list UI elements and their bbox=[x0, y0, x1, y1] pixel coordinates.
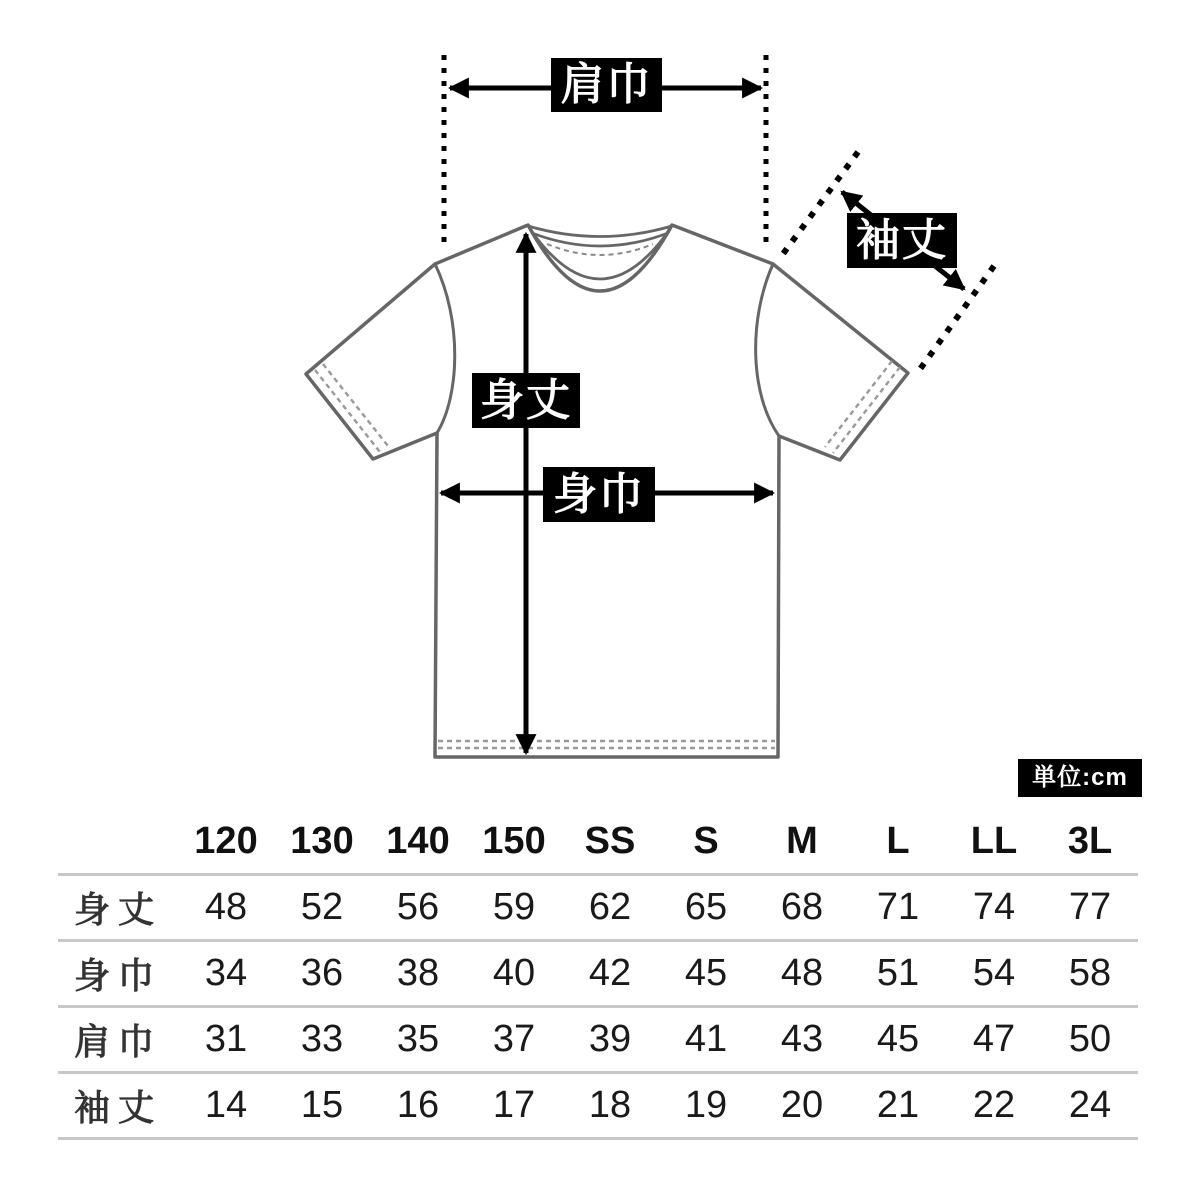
size-value-cell: 71 bbox=[876, 886, 920, 928]
column-header: 120 bbox=[178, 810, 274, 875]
corner-cell bbox=[58, 810, 178, 875]
size-value-cell: 45 bbox=[684, 952, 728, 994]
size-value-cell: 17 bbox=[492, 1084, 536, 1126]
size-value-cell: 34 bbox=[204, 952, 248, 994]
size-value-cell: 21 bbox=[876, 1084, 920, 1126]
size-value-cell: 68 bbox=[780, 886, 824, 928]
size-value-cell: 56 bbox=[396, 886, 440, 928]
size-table-header-row bbox=[58, 810, 1138, 875]
size-value-cell: 19 bbox=[684, 1084, 728, 1126]
body-width-label: 身巾 bbox=[543, 467, 655, 522]
size-value-cell: 74 bbox=[972, 886, 1016, 928]
row-label: 身丈 bbox=[73, 889, 162, 930]
size-value-cell: 59 bbox=[492, 886, 536, 928]
size-value-cell: 50 bbox=[1068, 1018, 1112, 1060]
size-value-cell: 45 bbox=[876, 1018, 920, 1060]
size-value-cell: 58 bbox=[1068, 952, 1112, 994]
column-header: M bbox=[754, 810, 850, 875]
size-value-cell: 48 bbox=[780, 952, 824, 994]
row-label: 身巾 bbox=[73, 955, 162, 996]
table-row bbox=[58, 1073, 1138, 1139]
size-table-head bbox=[58, 810, 1138, 875]
size-value-cell: 51 bbox=[876, 952, 920, 994]
size-value-cell: 15 bbox=[300, 1084, 344, 1126]
collar-back-top bbox=[528, 226, 672, 237]
size-value-cell: 20 bbox=[780, 1084, 824, 1126]
size-value-cell: 54 bbox=[972, 952, 1016, 994]
column-header: 3L bbox=[1042, 810, 1138, 875]
table-row bbox=[58, 875, 1138, 941]
table-row bbox=[58, 941, 1138, 1007]
size-value-cell: 16 bbox=[396, 1084, 440, 1126]
column-header: L bbox=[850, 810, 946, 875]
size-table-body bbox=[58, 875, 1138, 1139]
size-table bbox=[58, 810, 1138, 1140]
size-value-cell: 47 bbox=[972, 1018, 1016, 1060]
sleeve-length-label: 袖丈 bbox=[847, 213, 957, 268]
size-value-cell: 52 bbox=[300, 886, 344, 928]
column-header: LL bbox=[946, 810, 1042, 875]
size-value-cell: 24 bbox=[1068, 1084, 1112, 1126]
size-value-cell: 39 bbox=[588, 1018, 632, 1060]
collar-back-bottom bbox=[532, 233, 668, 246]
size-value-cell: 22 bbox=[972, 1084, 1016, 1126]
column-header: 140 bbox=[370, 810, 466, 875]
size-value-cell: 48 bbox=[204, 886, 248, 928]
size-value-cell: 77 bbox=[1068, 886, 1112, 928]
size-value-cell: 33 bbox=[300, 1018, 344, 1060]
unit-badge: 単位:cm bbox=[1018, 759, 1142, 797]
table-row bbox=[58, 1007, 1138, 1073]
size-value-cell: 38 bbox=[396, 952, 440, 994]
size-value-cell: 40 bbox=[492, 952, 536, 994]
row-label: 肩巾 bbox=[73, 1021, 162, 1062]
size-value-cell: 36 bbox=[300, 952, 344, 994]
size-value-cell: 35 bbox=[396, 1018, 440, 1060]
size-value-cell: 31 bbox=[204, 1018, 248, 1060]
shoulder-width-label: 肩巾 bbox=[551, 58, 662, 112]
row-label: 袖丈 bbox=[73, 1087, 162, 1128]
size-value-cell: 37 bbox=[492, 1018, 536, 1060]
column-header: 130 bbox=[274, 810, 370, 875]
size-value-cell: 14 bbox=[204, 1084, 248, 1126]
body-length-label: 身丈 bbox=[472, 373, 580, 428]
size-value-cell: 18 bbox=[588, 1084, 632, 1126]
size-value-cell: 62 bbox=[588, 886, 632, 928]
size-value-cell: 43 bbox=[780, 1018, 824, 1060]
size-value-cell: 42 bbox=[588, 952, 632, 994]
column-header: S bbox=[658, 810, 754, 875]
column-header: 150 bbox=[466, 810, 562, 875]
size-value-cell: 65 bbox=[684, 886, 728, 928]
column-header: SS bbox=[562, 810, 658, 875]
size-value-cell: 41 bbox=[684, 1018, 728, 1060]
